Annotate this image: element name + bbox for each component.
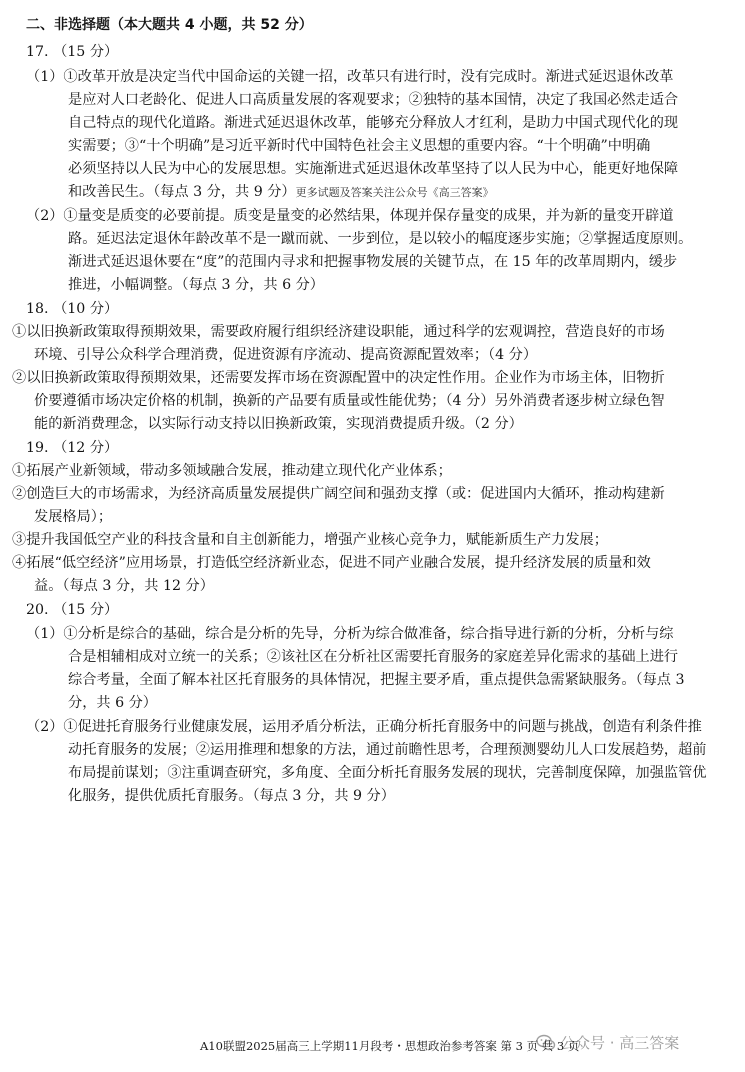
q17-part1-line: 实需要；③“十个明确”是习近平新时代中国特色社会主义思想的重要内容。“十个明确”中明确 <box>68 138 651 154</box>
q19-line: ②创造巨大的市场需求，为经济高质量发展提供广阔空间和强劲支撑（或：促进国内大循环，推动构建新 <box>12 486 665 502</box>
ad-text: 更多试题及答案关注公众号《高三答案》 <box>295 186 494 199</box>
q19-line: 发展格局）； <box>34 509 113 525</box>
q20-part2-line: 化服务，提供优质托育服务。（每点 3 分，共 9 分） <box>68 788 395 804</box>
q20-part2-line: 动托育服务的发展；②运用推理和想象的方法，通过前瞻性思考，合理预测婴幼儿人口发展趋势，超前 <box>68 742 707 758</box>
q17-part1-line: 自己特点的现代化道路。渐进式延迟退休改革，能够充分释放人才红利，是助力中国式现代化的现 <box>68 115 679 131</box>
q17-part1-score: 和改善民生。（每点 3 分，共 9 分） <box>68 184 296 200</box>
page-footer: A10联盟2025届高三上学期11月段考・思想政治参考答案 第 3 页 共 3 页 <box>200 1039 580 1053</box>
q17-part2-line: 渐进式延迟退休要在“度”的范围内寻求和把握事物发展的关键节点，在 15 年的改革周期内，缓步 <box>68 254 678 270</box>
q18-line: 能的新消费理念，以实际行动支持以旧换新政策，实现消费提质升级。（2 分） <box>34 416 523 432</box>
q17-part1-line: 是应对人口老龄化、促进人口高质量发展的客观要求；②独特的基本国情，决定了我国必然走适合 <box>68 92 679 108</box>
q20-part2-line: （2）①促进托育服务行业健康发展，运用矛盾分析法，正确分析托育服务中的问题与挑战，创造有利条件推 <box>26 719 702 735</box>
q17-part1-line: 必须坚持以人民为中心的发展思想。实施渐进式延迟退休改革坚持了以人民为中心，能更好地保障 <box>68 161 679 177</box>
q20-part1-line: 分，共 6 分） <box>68 695 157 711</box>
q18-line: 价要遵循市场决定价格的机制，换新的产品要有质量或性能优势；（4 分）另外消费者逐步树立绿色智 <box>34 393 665 409</box>
q19-line: ①拓展产业新领域，带动多领域融合发展，推动建立现代化产业体系； <box>12 463 452 479</box>
watermark-text: 公众号 · 高三答案 <box>560 1034 680 1052</box>
q18-line: ②以旧换新政策取得预期效果，还需要发挥市场在资源配置中的决定性作用。企业作为市场主体，旧物折 <box>12 370 665 386</box>
q17-part1-line <box>68 182 494 203</box>
q19-heading: 19. （12 分） <box>26 440 119 456</box>
q20-part1-line: 综合考量，全面了解本社区托育服务的具体情况，把握主要矛盾，重点提供急需紧缺服务。（每点 3 <box>68 672 685 688</box>
q18-line: ①以旧换新政策取得预期效果，需要政府履行组织经济建设职能，通过科学的宏观调控，营造良好的市场 <box>12 324 665 340</box>
q17-heading: 17. （15 分） <box>26 44 119 60</box>
q17-part2-line: 路。延迟法定退休年龄改革不是一蹴而就、一步到位，是以较小的幅度逐步实施；②掌握适度原则。 <box>68 231 693 247</box>
q17-part1-line: （1）①改革开放是决定当代中国命运的关键一招，改革只有进行时，没有完成时。渐进式延迟退休改革 <box>26 69 674 85</box>
q19-line: ④拓展“低空经济”应用场景，打造低空经济新业态，促进不同产业融合发展，提升经济发展的质量和效 <box>12 555 651 571</box>
q17-part2-line: （2）①量变是质变的必要前提。质变是量变的必然结果，体现并保存量变的成果，并为新的量变开辟道 <box>26 208 674 224</box>
q20-part1-line: （1）①分析是综合的基础，综合是分析的先导，分析为综合做准备，综合指导进行新的分析，分析与综 <box>26 626 674 642</box>
q20-part1-line: 合是相辅相成对立统一的关系；②该社区在分析社区需要托育服务的家庭差异化需求的基础上进行 <box>68 649 679 665</box>
q18-heading: 18. （10 分） <box>26 301 119 317</box>
q17-part2-line: 推进，小幅调整。（每点 3 分，共 6 分） <box>68 277 324 293</box>
section-title: 二、非选择题（本大题共 4 小题，共 52 分） <box>26 17 313 33</box>
q20-heading: 20. （15 分） <box>26 602 119 618</box>
q18-line: 环境、引导公众科学合理消费，促进资源有序流动、提高资源配置效率；（4 分） <box>34 347 538 363</box>
q19-line: ③提升我国低空产业的科技含量和自主创新能力，增强产业核心竞争力，赋能新质生产力发展； <box>12 532 608 548</box>
q19-line: 益。（每点 3 分，共 12 分） <box>34 578 214 594</box>
q20-part2-line: 布局提前谋划；③注重调查研究，多角度、全面分析托育服务发展的现状，完善制度保障，加强监管优 <box>68 765 707 781</box>
